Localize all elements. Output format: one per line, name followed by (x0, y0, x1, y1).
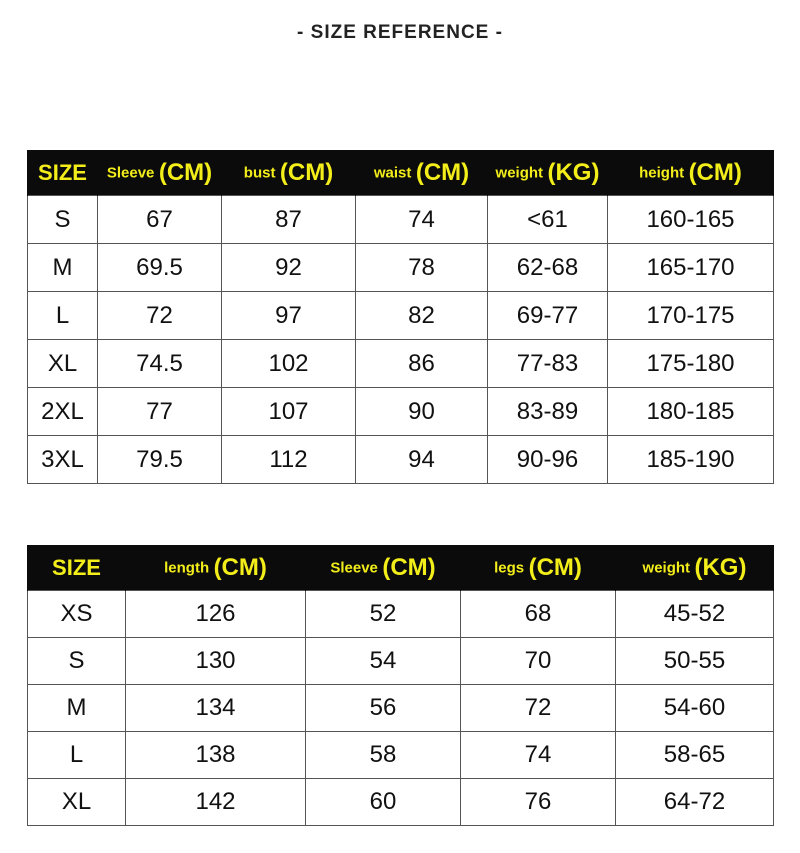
value-cell: 86 (356, 340, 488, 388)
value-cell: 54-60 (616, 685, 774, 732)
column-header-unit: (KG) (694, 553, 747, 581)
value-cell: 160-165 (608, 196, 774, 244)
value-cell: 76 (461, 779, 616, 826)
value-cell: 70 (461, 638, 616, 685)
value-cell: 130 (126, 638, 306, 685)
value-cell: 165-170 (608, 244, 774, 292)
value-cell: 64-72 (616, 779, 774, 826)
column-header-unit: (CM) (688, 158, 742, 186)
table-row (28, 779, 774, 826)
value-cell: 74 (461, 732, 616, 779)
value-cell: 180-185 (608, 388, 774, 436)
table-row (28, 244, 774, 292)
table-header-row (28, 150, 774, 196)
value-cell: 79.5 (98, 436, 222, 484)
column-header-unit: (CM) (528, 553, 582, 581)
column-header (306, 545, 461, 591)
value-cell: 138 (126, 732, 306, 779)
size-cell: L (28, 292, 98, 340)
size-cell: 2XL (28, 388, 98, 436)
value-cell: 62-68 (488, 244, 608, 292)
table-header-row (28, 545, 774, 591)
value-cell: 56 (306, 685, 461, 732)
table-row (28, 340, 774, 388)
size-table-top (27, 150, 774, 484)
column-header (28, 545, 126, 591)
value-cell: 112 (222, 436, 356, 484)
value-cell: 94 (356, 436, 488, 484)
column-header (608, 150, 774, 196)
size-table-bottom (27, 545, 774, 826)
value-cell: 102 (222, 340, 356, 388)
table-row (28, 436, 774, 484)
column-header-label: Sleeve (330, 559, 378, 576)
value-cell: 69.5 (98, 244, 222, 292)
value-cell: 78 (356, 244, 488, 292)
value-cell: 69-77 (488, 292, 608, 340)
table-row (28, 638, 774, 685)
value-cell: 185-190 (608, 436, 774, 484)
size-cell: 3XL (28, 436, 98, 484)
value-cell: 83-89 (488, 388, 608, 436)
value-cell: 107 (222, 388, 356, 436)
column-header-label: length (164, 559, 210, 576)
value-cell: 82 (356, 292, 488, 340)
value-cell: 72 (98, 292, 222, 340)
value-cell: <61 (488, 196, 608, 244)
column-header-unit: (CM) (279, 158, 334, 186)
size-cell: M (28, 244, 98, 292)
column-header-label: height (639, 164, 685, 181)
table-row (28, 388, 774, 436)
column-header-unit: (CM) (213, 553, 267, 581)
value-cell: 50-55 (616, 638, 774, 685)
value-cell: 97 (222, 292, 356, 340)
size-cell: XS (28, 591, 126, 638)
column-header-unit: (CM) (158, 158, 213, 186)
column-header (616, 545, 774, 591)
value-cell: 77 (98, 388, 222, 436)
value-cell: 92 (222, 244, 356, 292)
value-cell: 67 (98, 196, 222, 244)
column-header (356, 150, 488, 196)
value-cell: 90-96 (488, 436, 608, 484)
column-header-label: weight (495, 164, 544, 181)
table-row (28, 591, 774, 638)
value-cell: 170-175 (608, 292, 774, 340)
value-cell: 52 (306, 591, 461, 638)
table-row (28, 685, 774, 732)
column-header-label: weight (642, 559, 691, 576)
size-cell: M (28, 685, 126, 732)
value-cell: 72 (461, 685, 616, 732)
value-cell: 74.5 (98, 340, 222, 388)
value-cell: 134 (126, 685, 306, 732)
column-header-label: waist (373, 164, 412, 181)
column-header-unit: (CM) (415, 158, 470, 186)
size-cell: S (28, 196, 98, 244)
value-cell: 175-180 (608, 340, 774, 388)
value-cell: 126 (126, 591, 306, 638)
size-cell: XL (28, 340, 98, 388)
column-header (98, 150, 222, 196)
column-header (126, 545, 306, 591)
value-cell: 58 (306, 732, 461, 779)
column-header-unit: (KG) (547, 158, 600, 186)
value-cell: 58-65 (616, 732, 774, 779)
value-cell: 60 (306, 779, 461, 826)
value-cell: 54 (306, 638, 461, 685)
column-header (28, 150, 98, 196)
size-cell: S (28, 638, 126, 685)
column-header-label: SIZE (52, 554, 101, 580)
value-cell: 90 (356, 388, 488, 436)
size-cell: XL (28, 779, 126, 826)
value-cell: 45-52 (616, 591, 774, 638)
value-cell: 142 (126, 779, 306, 826)
value-cell: 87 (222, 196, 356, 244)
page-title: - SIZE REFERENCE - (297, 22, 503, 43)
value-cell: 77-83 (488, 340, 608, 388)
column-header (488, 150, 608, 196)
table-row (28, 196, 774, 244)
column-header-label: bust (243, 164, 276, 181)
size-cell: L (28, 732, 126, 779)
table-row (28, 292, 774, 340)
column-header-label: Sleeve (106, 164, 155, 181)
column-header (461, 545, 616, 591)
column-header (222, 150, 356, 196)
table-row (28, 732, 774, 779)
column-header-label: SIZE (38, 159, 87, 185)
column-header-unit: (CM) (382, 553, 436, 581)
column-header-label: legs (494, 559, 525, 576)
value-cell: 74 (356, 196, 488, 244)
value-cell: 68 (461, 591, 616, 638)
